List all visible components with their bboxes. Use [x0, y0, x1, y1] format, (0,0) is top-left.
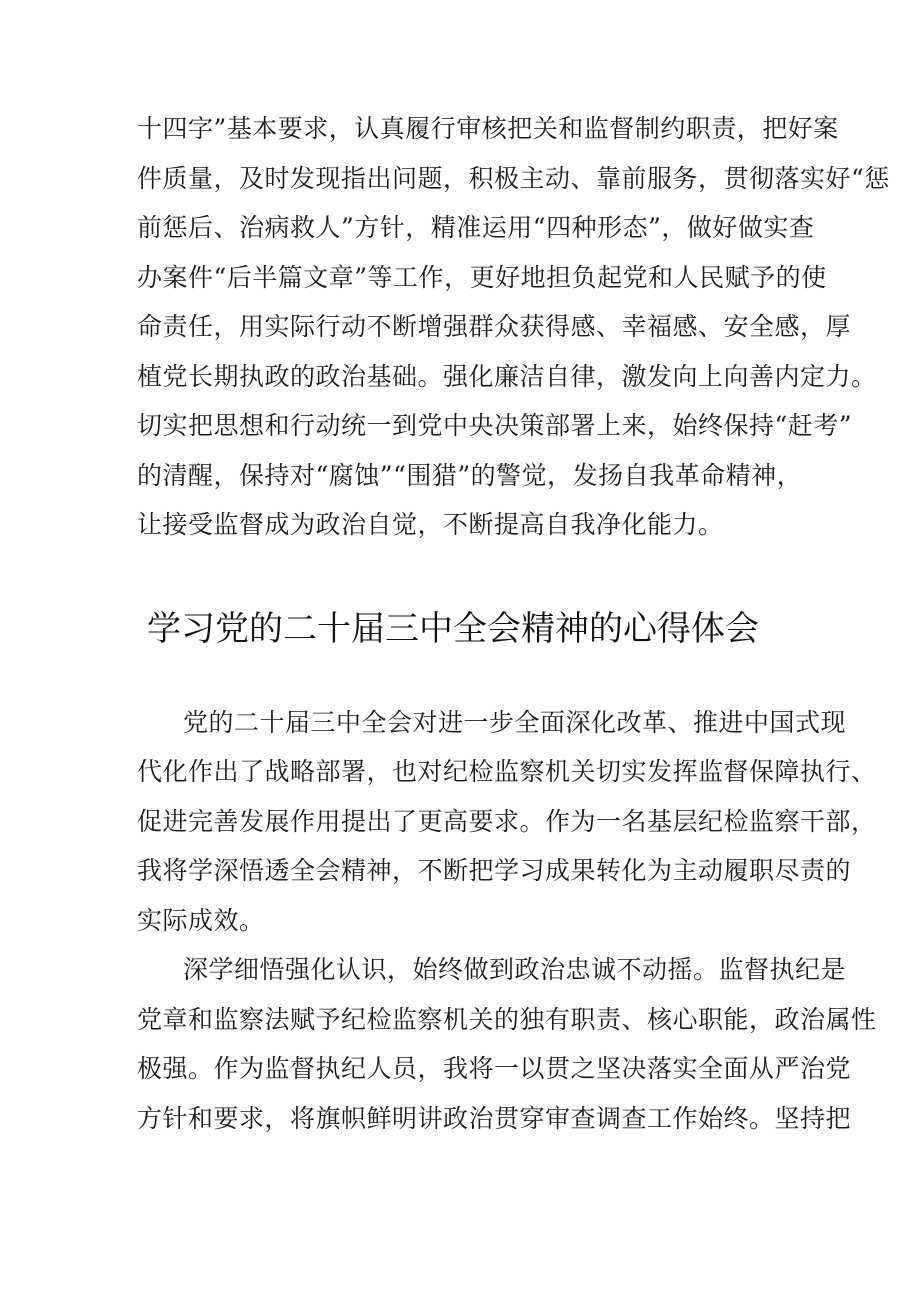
paragraph-1-line-2: 代化作出了战略部署，也对纪检监察机关切实发挥监督保障执行、 [137, 757, 877, 786]
paragraph-1-line-1: 党的二十届三中全会对进一步全面深化改革、推进中国式现 [183, 708, 847, 737]
top-paragraph-line-2: 件质量，及时发现指出问题，积极主动、靠前服务，贯彻落实好“惩 [137, 164, 890, 193]
top-paragraph-line-7: 切实把思想和行动统一到党中央决策部署上来，始终保持“赶考” [137, 411, 853, 440]
section-heading: 学习党的二十届三中全会精神的心得体会 [147, 609, 759, 649]
paragraph-2-line-3: 极强。作为监督执纪人员，我将一以贯之坚决落实全面从严治党 [137, 1054, 852, 1083]
top-paragraph-line-6: 植党长期执政的政治基础。强化廉洁自律，激发向上向善内定力。 [137, 362, 877, 391]
top-paragraph-line-3: 前惩后、治病救人”方针，精准运用“四种形态”，做好做实查 [137, 213, 815, 242]
paragraph-2-line-1: 深学细悟强化认识，始终做到政治忠诚不动摇。监督执纪是 [183, 955, 847, 984]
paragraph-1-line-5: 实际成效。 [137, 906, 265, 935]
paragraph-1-line-4: 我将学深悟透全会精神，不断把学习成果转化为主动履职尽责的 [137, 856, 852, 885]
top-paragraph-line-9: 让接受监督成为政治自觉，不断提高自我净化能力。 [137, 510, 724, 539]
paragraph-1-line-3: 促进完善发展作用提出了更高要求。作为一名基层纪检监察干部， [137, 807, 877, 836]
top-paragraph-line-4: 办案件“后半篇文章”等工作，更好地担负起党和人民赋予的使 [137, 263, 827, 292]
paragraph-2-line-2: 党章和监察法赋予纪检监察机关的独有职责、核心职能，政治属性 [137, 1005, 877, 1034]
paragraph-2-line-4: 方针和要求，将旗帜鲜明讲政治贯穿审查调查工作始终。坚持把 [137, 1104, 852, 1133]
top-paragraph-line-8: 的清醒，保持对“腐蚀”“围猎”的警觉，发扬自我革命精神， [137, 461, 803, 490]
top-paragraph-line-5: 命责任，用实际行动不断增强群众获得感、幸福感、安全感，厚 [137, 312, 852, 341]
top-paragraph-line-1: 十四字”基本要求，认真履行审核把关和监督制约职责，把好案 [137, 114, 839, 143]
